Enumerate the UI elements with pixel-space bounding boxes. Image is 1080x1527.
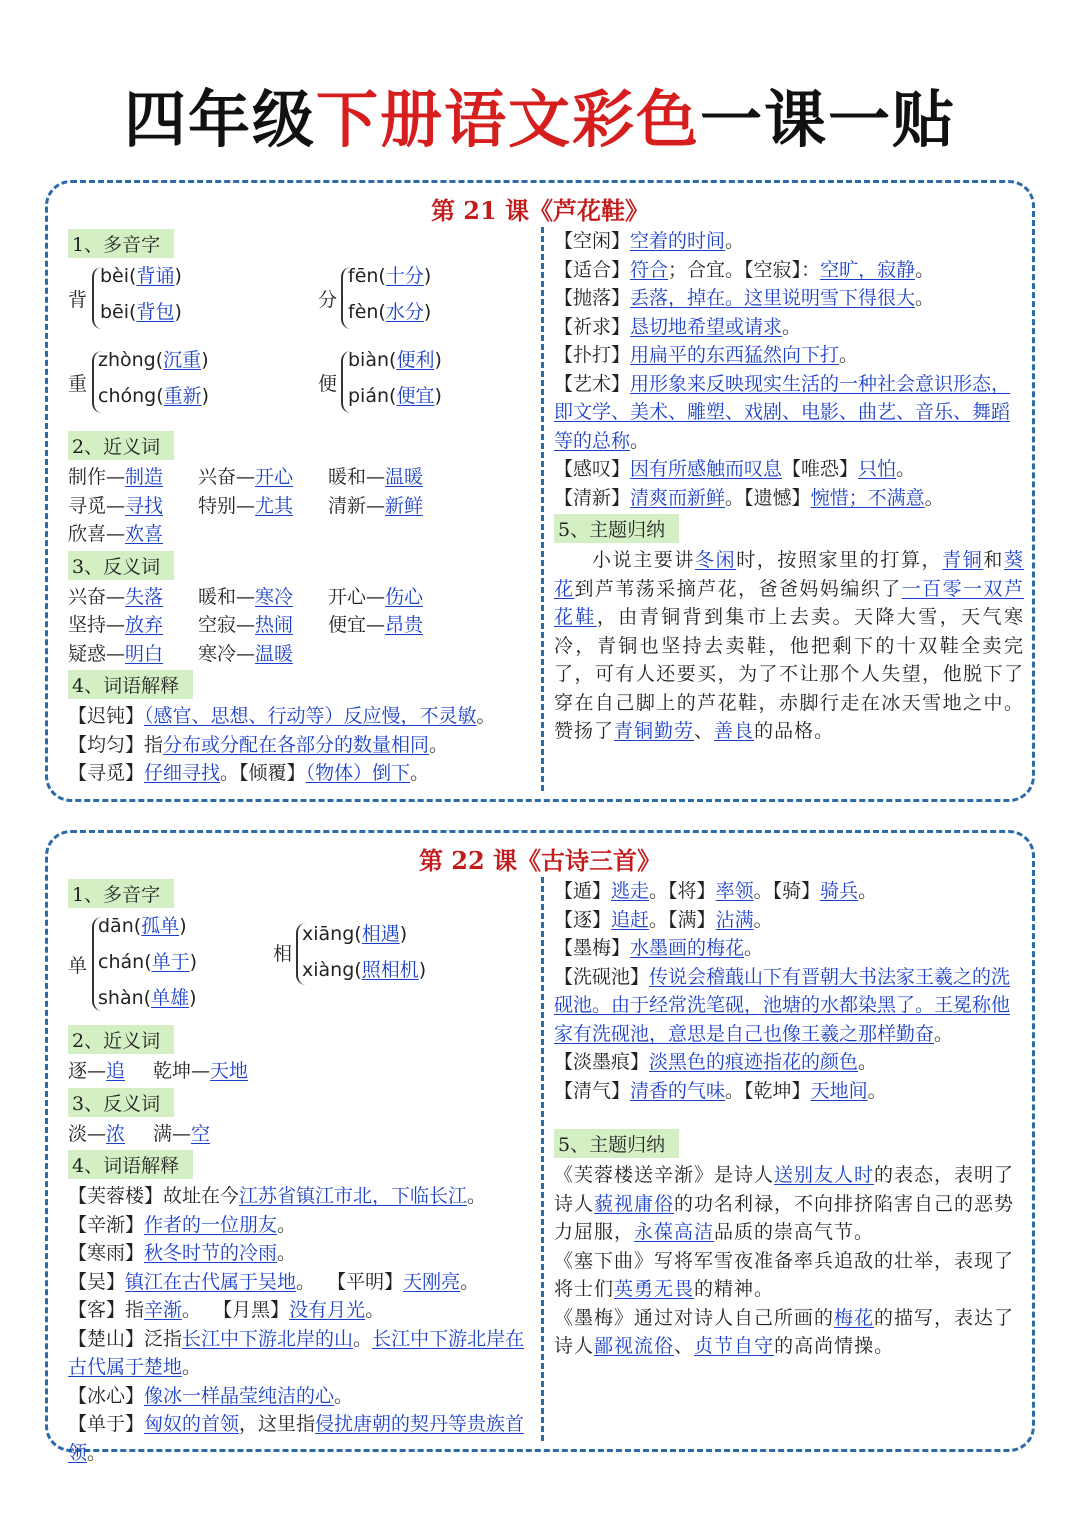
polyphone-reading: chán(单于) bbox=[98, 951, 198, 973]
explanation-item: 【墨梅】水墨画的梅花。 bbox=[554, 937, 764, 959]
polyphone-reading: fèn(水分) bbox=[348, 301, 432, 323]
lesson-22-right-column bbox=[554, 877, 1024, 1361]
explanation-item: 【祈求】恳切地希望或请求。 bbox=[554, 315, 802, 338]
explanation-item: 【吴】镇江在古代属于吴地。 【平明】天刚亮。 bbox=[68, 1270, 480, 1293]
polyphone-reading: xiāng(相遇) bbox=[302, 923, 408, 945]
section-antonyms: 3、反义词 bbox=[68, 1088, 174, 1117]
explanation-item: 【清新】清爽而新鲜。【遗憾】惋惜；不满意。 bbox=[554, 486, 944, 509]
lesson-21-left-column bbox=[68, 227, 533, 788]
lesson-21-card bbox=[45, 180, 1035, 802]
antonym-row: 疑惑—明白 寒冷—温暖 bbox=[68, 642, 294, 665]
explanation-item: 【均匀】指分布或分配在各部分的数量相同。 bbox=[68, 733, 449, 756]
lesson-22-left-column bbox=[68, 877, 533, 1467]
explanation-item: 【感叹】因有所感触而叹息【唯恐】只怕。 bbox=[554, 458, 916, 480]
section-theme: 5、主题归纳 bbox=[554, 514, 679, 543]
antonym-row: 兴奋—失落 暖和—寒冷 开心—伤心 bbox=[68, 585, 424, 608]
polyphone-group bbox=[68, 345, 533, 429]
explanation-item: 【逐】追赶。【满】沾满。 bbox=[554, 908, 773, 931]
explanation-item: 【空闲】空着的时间。 bbox=[554, 230, 745, 252]
explanation-item: 【扑打】用扁平的东西猛然向下打。 bbox=[554, 344, 859, 366]
polyphone-char: 背 bbox=[68, 289, 88, 311]
section-explanations: 4、词语解释 bbox=[68, 1150, 193, 1179]
polyphone-reading: pián(便宜) bbox=[348, 385, 442, 407]
polyphone-reading: fēn(十分) bbox=[348, 265, 432, 287]
synonym-row: 寻觅—寻找 特别—尤其 清新—新鲜 bbox=[68, 494, 424, 517]
explanation-item: 【淡墨痕】淡黑色的痕迹指花的颜色。 bbox=[554, 1051, 878, 1073]
title-part-1: 四年级 bbox=[123, 83, 316, 156]
column-divider bbox=[541, 877, 544, 1441]
polyphone-reading: xiàng(照相机) bbox=[302, 959, 427, 981]
section-polyphones: 1、多音字 bbox=[68, 879, 174, 908]
polyphone-group bbox=[68, 261, 533, 345]
explanation-item: 【抛落】丢落，掉在。这里说明雪下得很大。 bbox=[554, 287, 935, 309]
section-explanations: 4、词语解释 bbox=[68, 670, 193, 699]
explanation-item: 【适合】符合；合宜。【空寂】：空旷，寂静。 bbox=[554, 258, 935, 281]
lesson-21-right-column bbox=[554, 227, 1024, 746]
lesson-21-title: 第 21 课《芦花鞋》 bbox=[430, 196, 650, 225]
synonym-row: 制作—制造 兴奋—开心 暖和—温暖 bbox=[68, 466, 424, 488]
section-theme: 5、主题归纳 bbox=[554, 1129, 679, 1158]
lesson-22-title: 第 22 课《古诗三首》 bbox=[418, 846, 662, 875]
polyphone-char: 单 bbox=[68, 955, 88, 977]
section-antonyms: 3、反义词 bbox=[68, 551, 174, 580]
explanation-item: 【单于】匈奴的首领，这里指侵扰唐朝的契丹等贵族首领。 bbox=[68, 1413, 525, 1464]
polyphone-reading: dān(孤单) bbox=[98, 915, 187, 937]
polyphone-reading: biàn(便利) bbox=[348, 349, 442, 371]
explanation-item: 【遁】逃走。【将】率领。【骑】骑兵。 bbox=[554, 880, 878, 902]
antonym-row: 淡—浓 满—空 bbox=[68, 1122, 211, 1145]
theme-summary: 《芙蓉楼送辛渐》是诗人送别友人时的表态，表明了诗人藐视庸俗的功名利禄，不向排挤陷害自己的恶势力屈服，永葆高洁品质的崇高气节。 bbox=[554, 1164, 1015, 1243]
theme-summary: 《塞下曲》写将军雪夜准备率兵追敌的壮举，表现了将士们英勇无畏的精神。 bbox=[554, 1249, 1015, 1300]
explanation-item: 【楚山】泛指长江中下游北岸的山。长江中下游北岸在古代属于楚地。 bbox=[68, 1327, 525, 1378]
explanation-item: 【艺术】用形象来反映现实生活的一种社会意识形态，即文学、美术、雕塑、戏剧、电影、曲艺、音乐、舞蹈等的总称。 bbox=[554, 372, 1011, 452]
polyphone-reading: bèi(背诵) bbox=[100, 265, 182, 287]
polyphone-char: 便 bbox=[318, 373, 338, 395]
explanation-item: 【迟钝】（感官、思想、行动等）反应慢，不灵敏。 bbox=[68, 705, 496, 727]
explanation-item: 【寻觅】仔细寻找。【倾覆】（物体）倒下。 bbox=[68, 762, 430, 784]
page-title bbox=[0, 70, 1080, 159]
antonym-row: 坚持—放弃 空寂—热闹 便宜—昂贵 bbox=[68, 614, 424, 636]
synonym-row: 逐—追 乾坤—天地 bbox=[68, 1060, 249, 1082]
theme-summary: 小说主要讲冬闲时，按照家里的打算，青铜和葵花到芦苇荡采摘芦花，爸爸妈妈编织了一百零一双芦花鞋，由青铜背到集市上去卖。天降大雪，天气寒冷，青铜也坚持去卖鞋，他把剩下的十双鞋全卖完了，可有人还要买，为了不让那个人失望，他脱下了穿在自己脚上的芦花鞋，赤脚行走在冰天雪地之中。赞扬了青铜勤劳、善良的品格。 bbox=[554, 549, 1024, 742]
explanation-item: 【清气】清香的气味。【乾坤】天地间。 bbox=[554, 1079, 887, 1102]
theme-summary: 《墨梅》通过对诗人自己所画的梅花的描写，表达了诗人鄙视流俗、贞节自守的高尚情操。 bbox=[554, 1306, 1015, 1357]
polyphone-reading: bēi(背包) bbox=[100, 301, 182, 323]
explanation-item: 【客】指辛渐。 【月黑】没有月光。 bbox=[68, 1299, 385, 1321]
polyphone-char: 重 bbox=[68, 373, 88, 395]
polyphone-group bbox=[68, 911, 533, 1023]
section-synonyms: 2、近义词 bbox=[68, 431, 174, 460]
explanation-item: 【冰心】像冰一样晶莹纯洁的心。 bbox=[68, 1384, 354, 1407]
lesson-22-card bbox=[45, 830, 1035, 1464]
column-divider bbox=[541, 227, 544, 791]
explanation-item: 【辛渐】作者的一位朋友。 bbox=[68, 1213, 297, 1236]
polyphone-reading: zhòng(沉重) bbox=[98, 349, 209, 371]
section-polyphones: 1、多音字 bbox=[68, 229, 174, 258]
explanation-item: 【洗砚池】传说会稽蕺山下有晋朝大书法家王羲之的洗砚池。由于经常洗笔砚，池塘的水都染黑了。王冕称他家有洗砚池，意思是自己也像王羲之那样勤奋。 bbox=[554, 965, 1011, 1045]
title-part-3: 一课一贴 bbox=[700, 83, 957, 156]
explanation-item: 【芙蓉楼】故址在今江苏省镇江市北，下临长江。 bbox=[68, 1185, 487, 1207]
polyphone-reading: chóng(重新) bbox=[98, 385, 210, 407]
section-synonyms: 2、近义词 bbox=[68, 1025, 174, 1054]
synonym-row: 欣喜—欢喜 bbox=[68, 523, 164, 545]
polyphone-reading: shàn(单雄) bbox=[98, 987, 197, 1009]
polyphone-char: 分 bbox=[318, 289, 338, 311]
explanation-item: 【寒雨】秋冬时节的冷雨。 bbox=[68, 1242, 297, 1264]
title-part-2: 下册语文彩色 bbox=[315, 83, 700, 156]
polyphone-char: 相 bbox=[273, 943, 293, 965]
